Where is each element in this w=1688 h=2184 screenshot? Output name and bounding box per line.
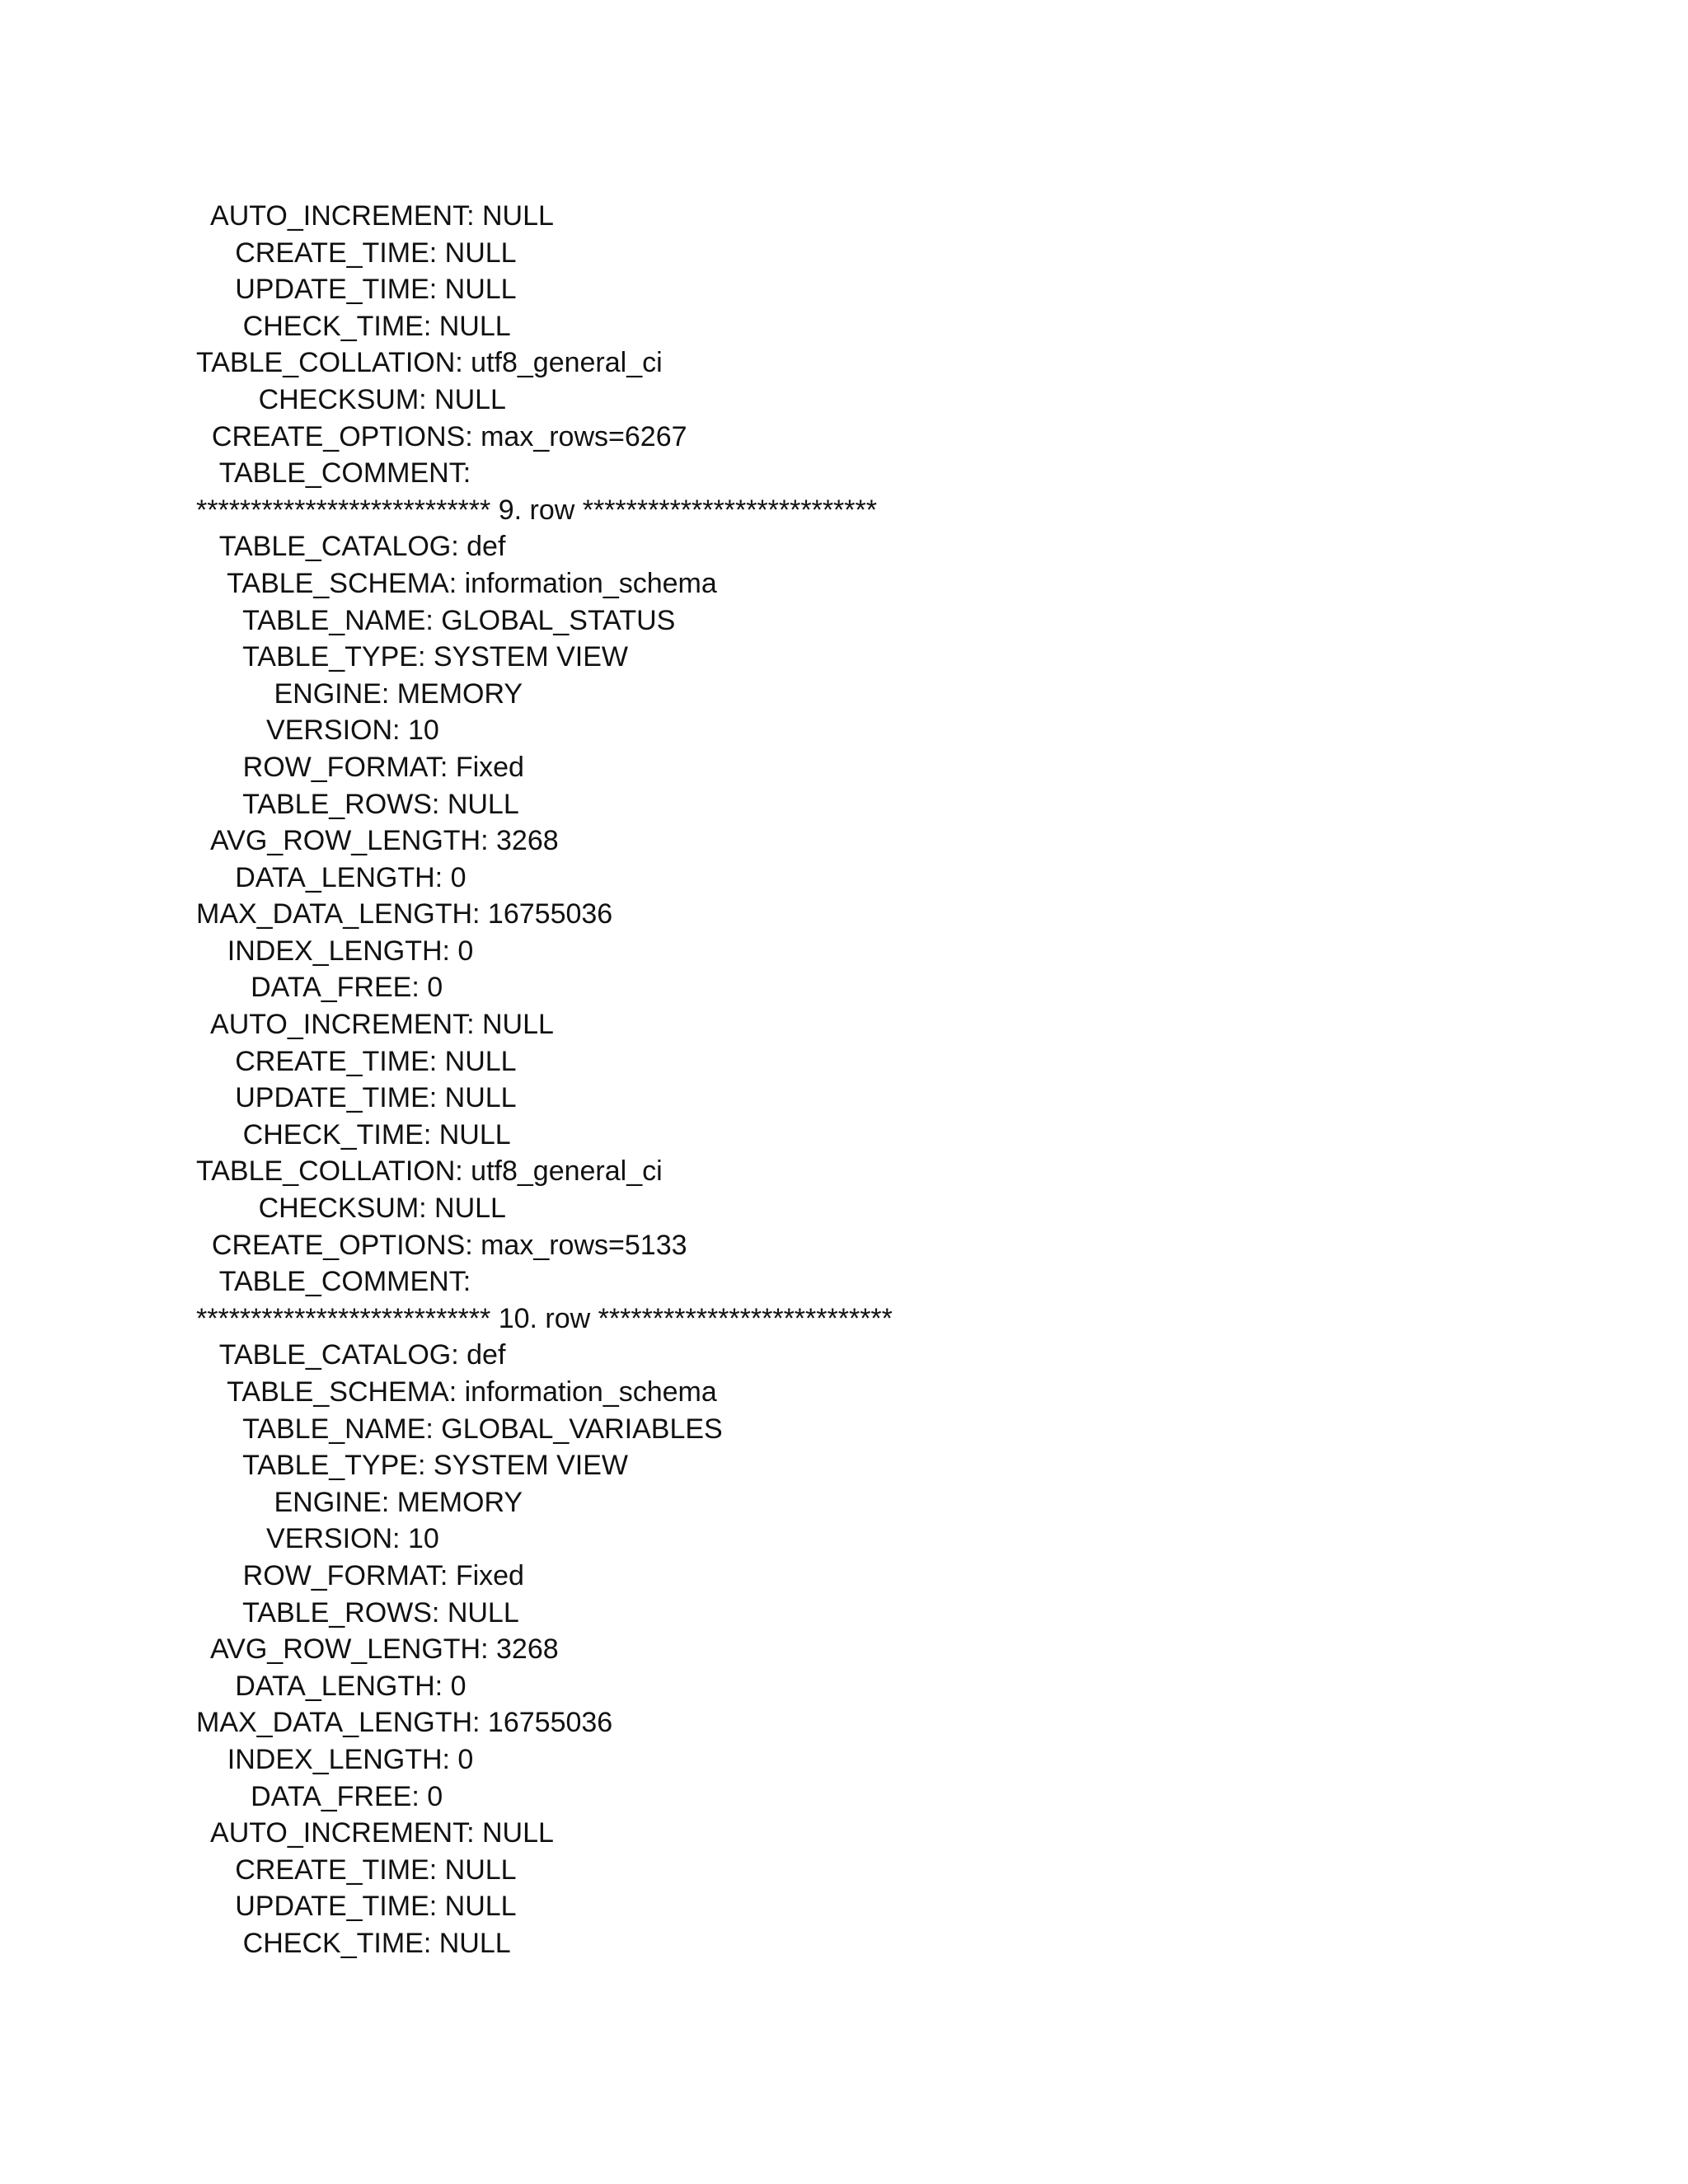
field-line: TABLE_NAME: GLOBAL_STATUS — [196, 604, 676, 636]
field-line: DATA_LENGTH: 0 — [196, 1670, 467, 1702]
field-line: MAX_DATA_LENGTH: 16755036 — [196, 1707, 613, 1739]
field-line: CREATE_TIME: NULL — [196, 1854, 517, 1886]
field-line: TABLE_NAME: GLOBAL_VARIABLES — [196, 1413, 723, 1445]
field-line: AUTO_INCREMENT: NULL — [196, 200, 554, 232]
field-line: ROW_FORMAT: Fixed — [196, 751, 524, 783]
field-line: TABLE_ROWS: NULL — [196, 1596, 519, 1629]
row-separator: *************************** 10. row *************************** — [196, 1302, 893, 1334]
field-line: CREATE_TIME: NULL — [196, 1045, 517, 1077]
field-line: VERSION: 10 — [196, 715, 439, 747]
field-line: DATA_LENGTH: 0 — [196, 861, 467, 893]
field-line: DATA_FREE: 0 — [196, 972, 443, 1004]
field-line: UPDATE_TIME: NULL — [196, 1891, 517, 1923]
field-line: CHECK_TIME: NULL — [196, 1118, 511, 1151]
field-line: TABLE_SCHEMA: information_schema — [196, 1376, 717, 1408]
field-line: MAX_DATA_LENGTH: 16755036 — [196, 898, 613, 930]
field-line: UPDATE_TIME: NULL — [196, 274, 517, 306]
field-line: CREATE_OPTIONS: max_rows=6267 — [196, 420, 687, 452]
field-line: CHECK_TIME: NULL — [196, 310, 511, 342]
field-line: CHECKSUM: NULL — [196, 383, 506, 415]
field-line: TABLE_SCHEMA: information_schema — [196, 567, 717, 599]
field-line: INDEX_LENGTH: 0 — [196, 1743, 474, 1775]
field-line: DATA_FREE: 0 — [196, 1780, 443, 1812]
field-line: TABLE_CATALOG: def — [196, 531, 506, 563]
field-line: UPDATE_TIME: NULL — [196, 1082, 517, 1114]
field-line: TABLE_ROWS: NULL — [196, 788, 519, 820]
field-line: VERSION: 10 — [196, 1523, 439, 1555]
field-line: AVG_ROW_LENGTH: 3268 — [196, 1633, 559, 1666]
field-line: TABLE_COMMENT: — [196, 1266, 471, 1298]
field-line: CREATE_OPTIONS: max_rows=5133 — [196, 1229, 687, 1261]
field-line: INDEX_LENGTH: 0 — [196, 935, 474, 967]
field-line: TABLE_COMMENT: — [196, 457, 471, 490]
field-line: ENGINE: MEMORY — [196, 1486, 523, 1518]
field-line: ROW_FORMAT: Fixed — [196, 1559, 524, 1591]
field-line: TABLE_TYPE: SYSTEM VIEW — [196, 641, 628, 673]
field-line: AVG_ROW_LENGTH: 3268 — [196, 825, 559, 857]
field-line: TABLE_COLLATION: utf8_general_ci — [196, 347, 663, 379]
field-line: ENGINE: MEMORY — [196, 677, 523, 710]
field-line: TABLE_TYPE: SYSTEM VIEW — [196, 1450, 628, 1482]
field-line: CHECKSUM: NULL — [196, 1193, 506, 1225]
field-line: AUTO_INCREMENT: NULL — [196, 1009, 554, 1041]
field-line: AUTO_INCREMENT: NULL — [196, 1817, 554, 1849]
field-line: CHECK_TIME: NULL — [196, 1927, 511, 1959]
row-separator: *************************** 9. row *************************** — [196, 494, 877, 526]
field-line: CREATE_TIME: NULL — [196, 237, 517, 269]
field-line: TABLE_COLLATION: utf8_general_ci — [196, 1155, 663, 1188]
query-output-text — [196, 198, 893, 1962]
field-line: TABLE_CATALOG: def — [196, 1339, 506, 1371]
